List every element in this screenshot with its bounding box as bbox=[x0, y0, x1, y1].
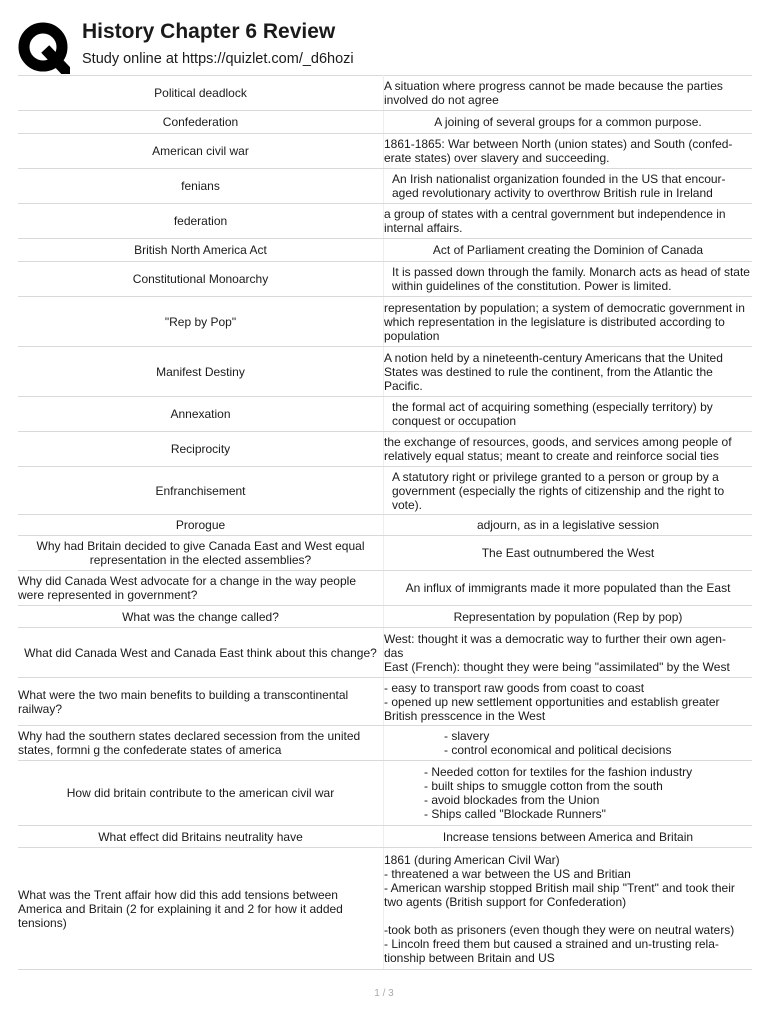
definition-cell: A joining of several groups for a common purpose. bbox=[384, 111, 753, 134]
definition-cell: 1861 (during American Civil War) - threatened a war between the US and Britian - American warship stopped British mail ship "Trent" and took their two agents (British support for Confederation) -took both as prisoners (even though they were on neutral waters) - Lincoln freed them but caused a strained and un-trusting rela- tionship between Britain and US bbox=[384, 848, 753, 970]
definition-cell: - easy to transport raw goods from coast to coast - opened up new settlement opportunities and establish greater British presscence in the West bbox=[384, 678, 753, 726]
table-row bbox=[18, 204, 752, 239]
table-row bbox=[18, 678, 752, 726]
term-cell: What did Canada West and Canada East think about this change? bbox=[18, 628, 384, 678]
page-number: 1 / 3 bbox=[374, 988, 394, 999]
table-row bbox=[18, 515, 752, 536]
term-cell: Why did Canada West advocate for a change in the way people were represented in government? bbox=[18, 571, 384, 606]
page-title: History Chapter 6 Review bbox=[82, 20, 336, 43]
table-row bbox=[18, 826, 752, 848]
term-cell: American civil war bbox=[18, 134, 384, 169]
definition-cell: A situation where progress cannot be made because the parties involved do not agree bbox=[384, 76, 753, 111]
quizlet-logo-icon bbox=[18, 22, 70, 74]
term-cell: Political deadlock bbox=[18, 76, 384, 111]
term-cell: What was the Trent affair how did this add tensions between America and Britain (2 for explaining it and 2 for how it added tensions) bbox=[18, 848, 384, 970]
flashcard-table bbox=[18, 75, 752, 970]
table-row bbox=[18, 347, 752, 397]
table-row bbox=[18, 467, 752, 515]
term-cell: What were the two main benefits to building a transcontinental railway? bbox=[18, 678, 384, 726]
definition-cell: A statutory right or privilege granted to a person or group by a government (especially the rights of citizenship and the right to vote). bbox=[384, 467, 753, 515]
term-cell: Constitutional Monoarchy bbox=[18, 262, 384, 297]
term-cell: How did britain contribute to the american civil war bbox=[18, 761, 384, 826]
term-cell: Why had the southern states declared secession from the united states, formni g the confederate states of america bbox=[18, 726, 384, 761]
definition-cell: - Needed cotton for textiles for the fashion industry - built ships to smuggle cotton from the south - avoid blockades from the Union - Ships called "Blockade Runners" bbox=[384, 761, 753, 826]
definition-cell: It is passed down through the family. Monarch acts as head of state within guidelines of the constitution. Power is limited. bbox=[384, 262, 753, 297]
table-row bbox=[18, 134, 752, 169]
definition-cell: the formal act of acquiring something (especially territory) by conquest or occupation bbox=[384, 397, 753, 432]
term-cell: federation bbox=[18, 204, 384, 239]
definition-cell: An influx of immigrants made it more populated than the East bbox=[384, 571, 753, 606]
definition-cell: the exchange of resources, goods, and services among people of relatively equal status; meant to create and reinforce social ties bbox=[384, 432, 753, 467]
definition-cell: 1861-1865: War between North (union states) and South (confed- erate states) over slavery and succeeding. bbox=[384, 134, 753, 169]
term-cell: British North America Act bbox=[18, 239, 384, 262]
table-row bbox=[18, 571, 752, 606]
table-row bbox=[18, 111, 752, 134]
definition-cell: representation by population; a system of democratic government in which representation in the legislature is distributed according to population bbox=[384, 297, 753, 347]
table-row bbox=[18, 628, 752, 678]
term-cell: Annexation bbox=[18, 397, 384, 432]
term-cell: Manifest Destiny bbox=[18, 347, 384, 397]
table-row bbox=[18, 432, 752, 467]
definition-cell: An Irish nationalist organization founded in the US that encour- aged revolutionary activity to overthrow British rule in Ireland bbox=[384, 169, 753, 204]
term-cell: Reciprocity bbox=[18, 432, 384, 467]
table-row bbox=[18, 536, 752, 571]
definition-cell: - slavery - control economical and political decisions bbox=[384, 726, 753, 761]
definition-cell: Increase tensions between America and Britain bbox=[384, 826, 753, 848]
table-row bbox=[18, 239, 752, 262]
term-cell: Why had Britain decided to give Canada East and West equal representation in the elected assemblies? bbox=[18, 536, 384, 571]
table-row bbox=[18, 76, 752, 111]
table-row bbox=[18, 726, 752, 761]
term-cell: fenians bbox=[18, 169, 384, 204]
definition-cell: A notion held by a nineteenth-century Americans that the United States was destined to rule the continent, from the Atlantic the Pacific. bbox=[384, 347, 753, 397]
table-row bbox=[18, 848, 752, 970]
table-row bbox=[18, 262, 752, 297]
term-cell: Confederation bbox=[18, 111, 384, 134]
study-online-link[interactable]: Study online at https://quizlet.com/_d6hozi bbox=[82, 51, 354, 67]
table-row bbox=[18, 297, 752, 347]
definition-cell: a group of states with a central government but independence in internal affairs. bbox=[384, 204, 753, 239]
definition-cell: Act of Parliament creating the Dominion of Canada bbox=[384, 239, 753, 262]
term-cell: Prorogue bbox=[18, 515, 384, 536]
table-row bbox=[18, 761, 752, 826]
table-row bbox=[18, 169, 752, 204]
table-row bbox=[18, 397, 752, 432]
definition-cell: Representation by population (Rep by pop) bbox=[384, 606, 753, 628]
definition-cell: The East outnumbered the West bbox=[384, 536, 753, 571]
term-cell: What effect did Britains neutrality have bbox=[18, 826, 384, 848]
document-header bbox=[18, 16, 758, 76]
definition-cell: adjourn, as in a legislative session bbox=[384, 515, 753, 536]
term-cell: What was the change called? bbox=[18, 606, 384, 628]
term-cell: Enfranchisement bbox=[18, 467, 384, 515]
definition-cell: West: thought it was a democratic way to further their own agen- das East (French): thought they were being "assimilated" by the West bbox=[384, 628, 753, 678]
table-row bbox=[18, 606, 752, 628]
term-cell: "Rep by Pop" bbox=[18, 297, 384, 347]
